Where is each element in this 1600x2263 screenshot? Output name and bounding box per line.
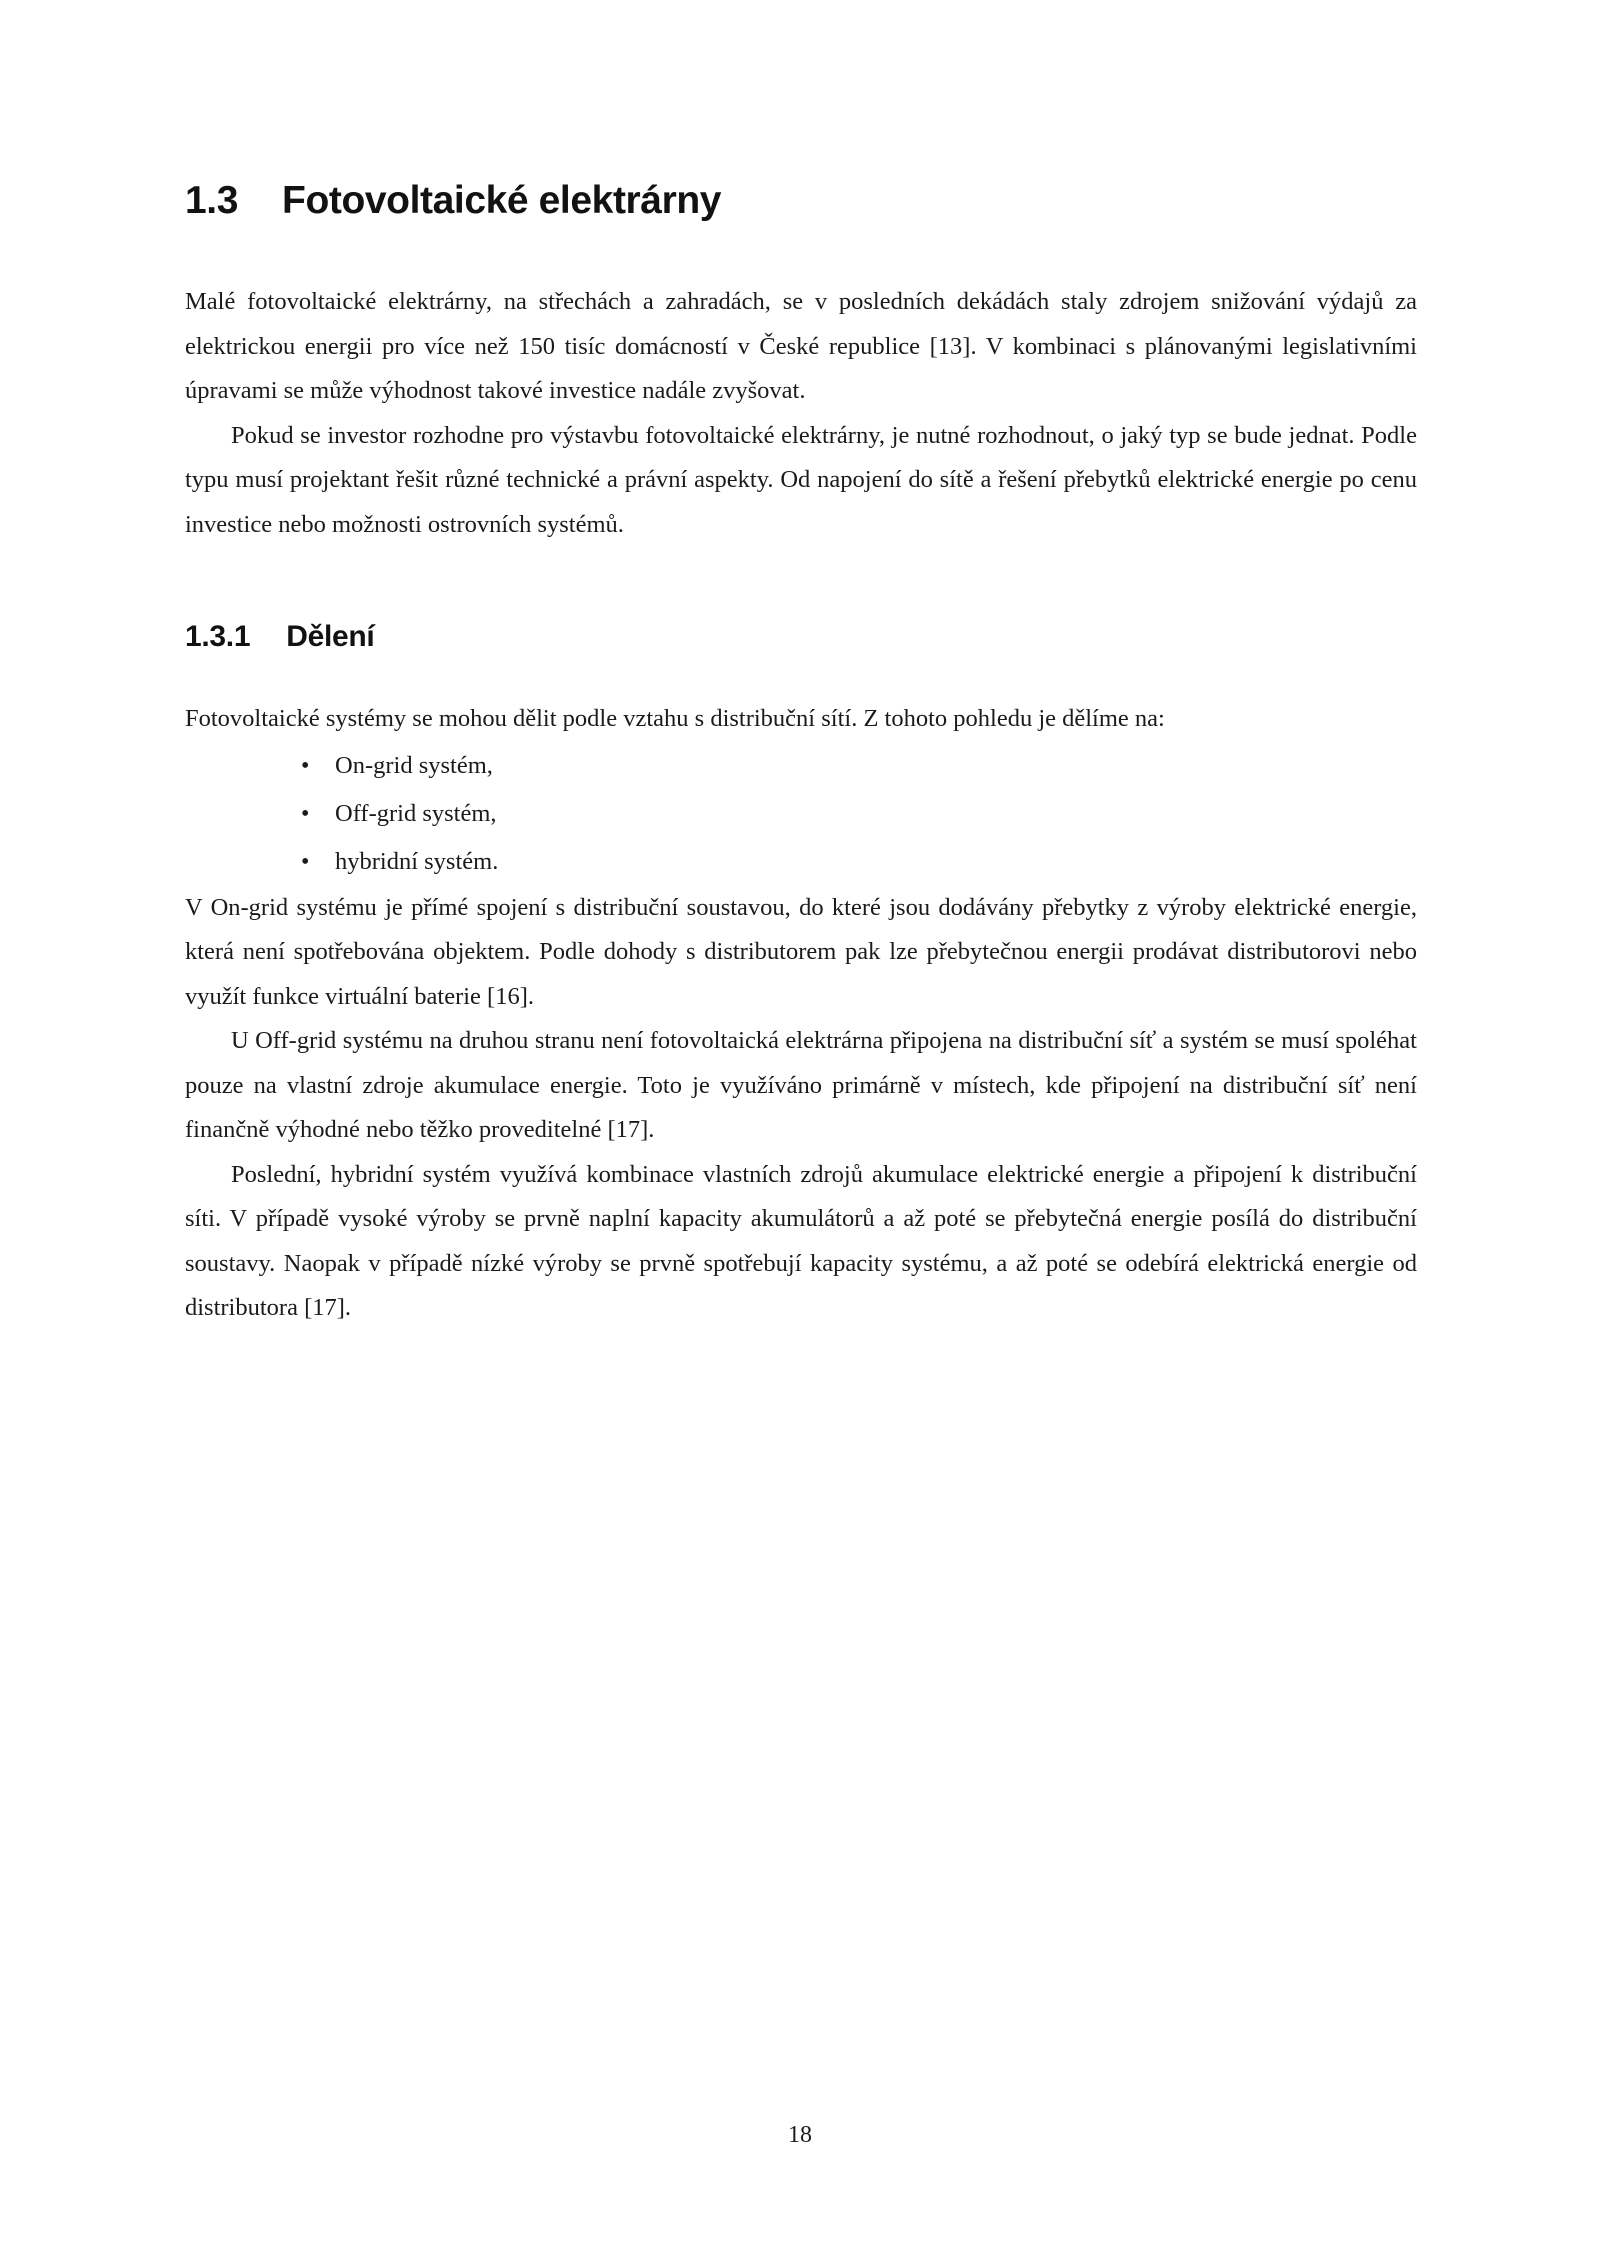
paragraph: U Off-grid systému na druhou stranu není fotovoltaická elektrárna připojena na distribuční síť a systém se musí spoléhat pouze na vlastní zdroje akumulace energie. Toto je využíváno primárně v místech, kde připojení na distribuční síť není finančně výhodné nebo těžko proveditelné [17]. xyxy=(185,1027,1417,1143)
paragraph: Malé fotovoltaické elektrárny, na střechách a zahradách, se v posledních dekádách staly zdrojem snižování výdajů za elektrickou energii pro více než 150 tisíc domácností v České republice [13]. V kombinaci s plánovanými legislativními úpravami se může výhodnost takové investice nadále zvyšovat. xyxy=(185,288,1417,404)
bullet-icon: • xyxy=(301,800,310,827)
page-number: 18 xyxy=(788,2122,812,2148)
bullet-icon: • xyxy=(301,752,310,779)
paragraph: V On-grid systému je přímé spojení s distribuční soustavou, do které jsou dodávány přebytky z výroby elektrické energie, která není spotřebována objektem. Podle dohody s distributorem pak lze přebytečnou energii prodávat distributorovi nebo využít funkce virtuální baterie [16]. xyxy=(185,893,1417,1010)
list-item xyxy=(185,838,1417,886)
list-item xyxy=(185,742,1417,790)
list-item-label: hybridní systém. xyxy=(335,847,499,875)
subsection-number: 1.3.1 xyxy=(185,620,251,653)
page-content xyxy=(185,178,1417,1331)
list-item-label: On-grid systém, xyxy=(335,751,493,779)
list-item xyxy=(185,790,1417,838)
subsection-title: Dělení xyxy=(286,620,375,653)
section-title: Fotovoltaické elektrárny xyxy=(282,179,722,222)
paragraph: Poslední, hybridní systém využívá kombinace vlastních zdrojů akumulace elektrické energie a připojení k distribuční síti. V případě vysoké výroby se prvně naplní kapacity akumulátorů a až poté se přebytečná energie posílá do distribuční soustavy. Naopak v případě nízké výroby se prvně spotřebují kapacity systému, a až poté se odebírá elektrická energie od distributora [17]. xyxy=(185,1160,1417,1321)
paragraph: Fotovoltaické systémy se mohou dělit podle vztahu s distribuční sítí. Z tohoto pohledu je dělíme na: xyxy=(185,705,1165,732)
subsection-heading xyxy=(185,619,1417,655)
section-number: 1.3 xyxy=(185,179,239,222)
paragraph: Pokud se investor rozhodne pro výstavbu fotovoltaické elektrárny, je nutné rozhodnout, o jaký typ se bude jednat. Podle typu musí projektant řešit různé technické a právní aspekty. Od napojení do sítě a řešení přebytků elektrické energie po cenu investice nebo možnosti ostrovních systémů. xyxy=(185,421,1417,538)
section-heading xyxy=(185,178,1417,224)
bullet-icon: • xyxy=(301,848,310,875)
system-type-list xyxy=(185,742,1417,886)
list-item-label: Off-grid systém, xyxy=(335,799,497,827)
